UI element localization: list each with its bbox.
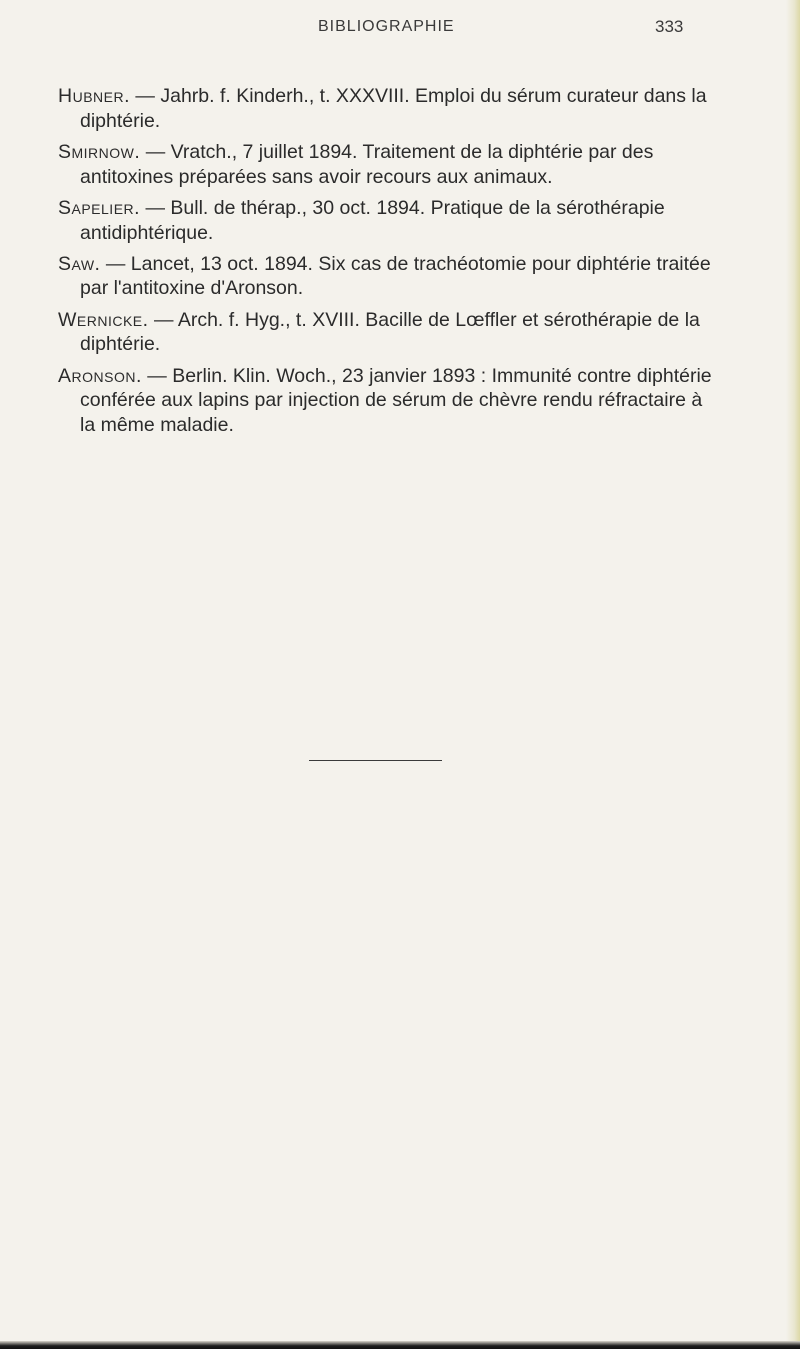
bibliography-entry (58, 84, 718, 133)
page-edge-shading (786, 0, 800, 1349)
bibliography-list (58, 84, 718, 444)
entry-author: Wernicke. (58, 308, 149, 331)
entry-author: Aronson. (58, 364, 142, 387)
scan-bottom-edge (0, 1341, 800, 1349)
bibliography-entry (58, 140, 718, 189)
running-head (0, 12, 800, 42)
entry-text: — Jahrb. f. Kinderh., t. XXXVIII. Emploi du sérum curateur dans la diphtérie. (80, 85, 707, 132)
entry-author: Saw. (58, 252, 101, 275)
entry-text: — Arch. f. Hyg., t. XVIII. Bacille de Lœffler et sérothérapie de la diphtérie. (80, 308, 700, 356)
bibliography-entry (58, 196, 718, 245)
page-number: 333 (655, 17, 684, 36)
entry-author: Smirnow. (58, 140, 141, 163)
entry-author: Sapelier. (58, 196, 141, 219)
entry-author: Hubner. (58, 85, 131, 107)
entry-text: — Lancet, 13 oct. 1894. Six cas de trachéotomie pour diphtérie traitée par l'antitoxine d'Aronson. (80, 252, 711, 300)
entry-text: — Bull. de thérap., 30 oct. 1894. Pratique de la sérothérapie antidiphtérique. (80, 196, 665, 244)
entry-text: — Berlin. Klin. Woch., 23 janvier 1893 : Immunité contre diphtérie conférée aux lapins par injection de sérum de chèvre rendu réfractaire à la même maladie. (80, 364, 712, 436)
running-title: BIBLIOGRAPHIE (318, 18, 455, 35)
entry-text: — Vratch., 7 juillet 1894. Traitement de la diphtérie par des antitoxines préparées sans avoir recours aux animaux. (80, 140, 654, 188)
bibliography-entry (58, 252, 718, 301)
bibliography-entry (58, 308, 718, 357)
section-end-rule (309, 760, 442, 761)
bibliography-entry (58, 364, 718, 438)
